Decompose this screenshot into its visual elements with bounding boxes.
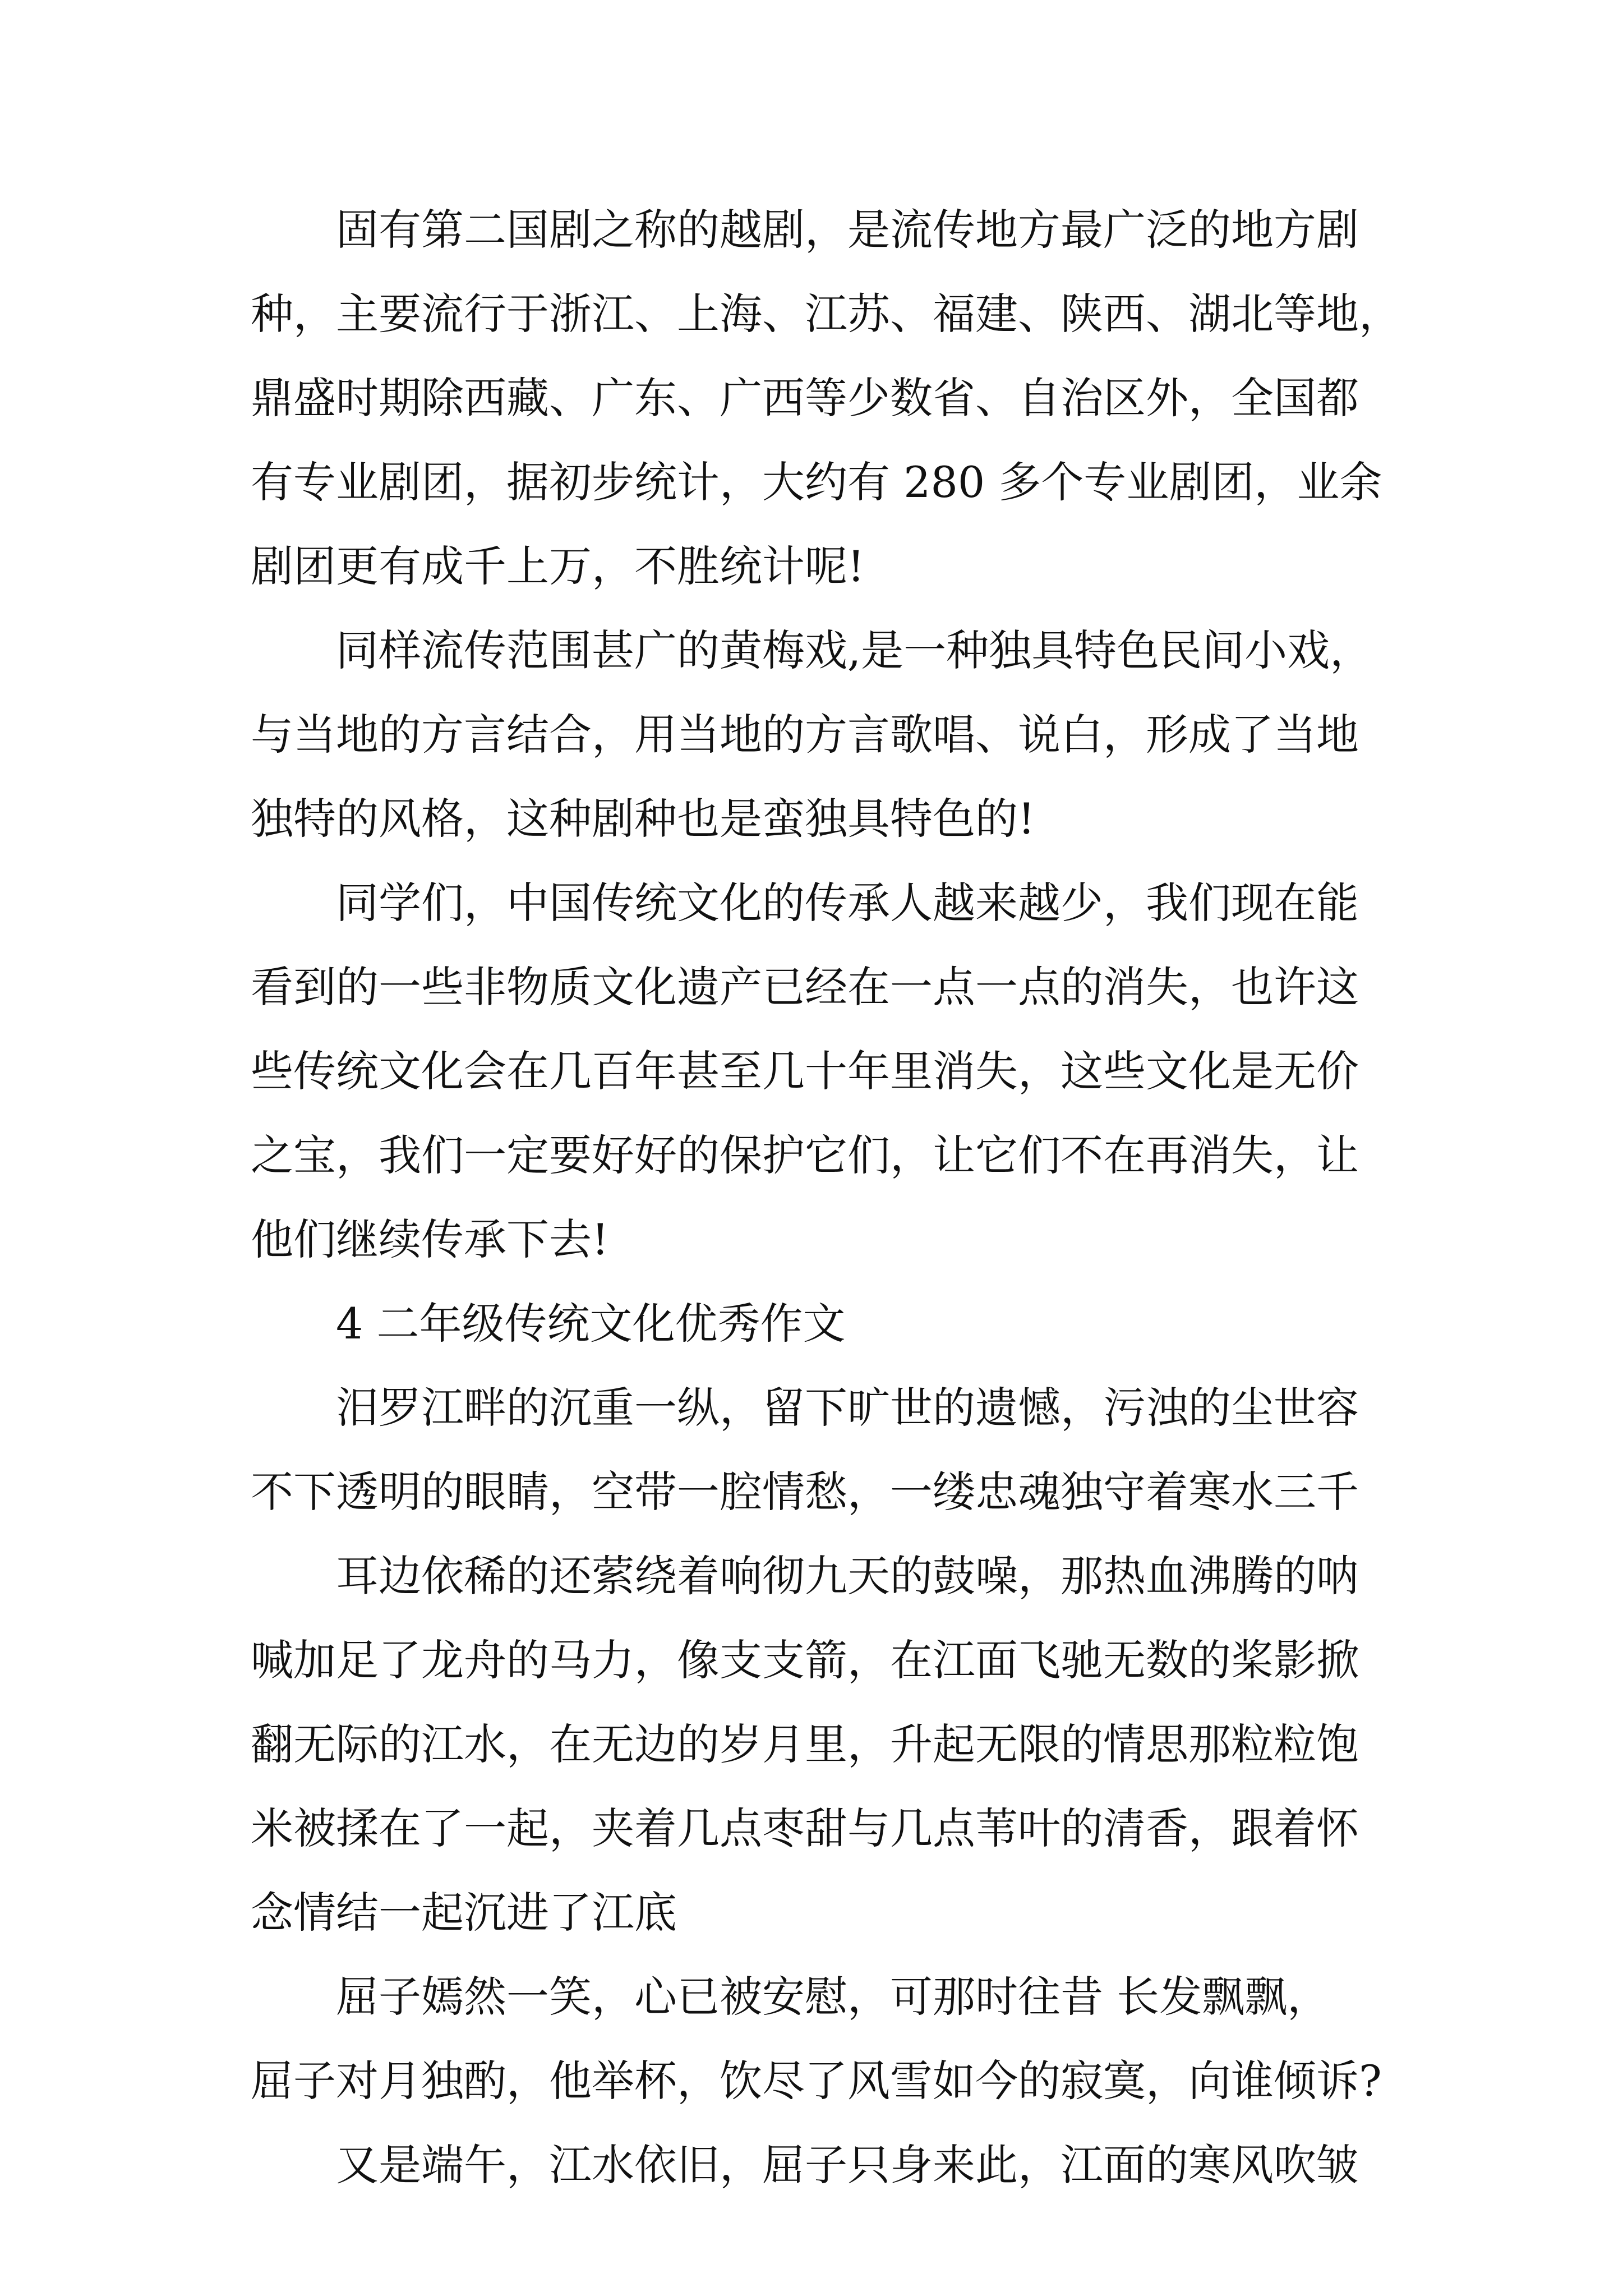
text-line: 念情结一起沉进了江底 [251, 1888, 677, 1938]
text-line: 屈子对月独酌，他举杯，饮尽了风雪如今的寂寞，向谁倾诉? [251, 2056, 1382, 2106]
text-line: 固有第二国剧之称的越剧，是流传地方最广泛的地方剧 [336, 205, 1359, 255]
section-heading: 4 二年级传统文化优秀作文 [336, 1299, 846, 1349]
text-line: 汨罗江畔的沉重一纵，留下旷世的遗憾，污浊的尘世容 [336, 1383, 1359, 1433]
text-line: 独特的风格，这种剧种也是蛮独具特色的! [251, 794, 1035, 844]
text-line: 有专业剧团，据初步统计，大约有 280 多个专业剧团，业余 [251, 457, 1382, 507]
text-line: 他们继续传承下去! [251, 1214, 609, 1264]
text-line: 种，主要流行于浙江、上海、江苏、福建、陕西、湖北等地， [251, 289, 1401, 339]
text-line: 屈子嫣然一笑，心已被安慰，可那时往昔 长发飘飘， [336, 1972, 1330, 2022]
text-line: 米被揉在了一起，夹着几点枣甜与几点苇叶的清香，跟着怀 [251, 1803, 1359, 1853]
text-line: 之宝，我们一定要好好的保护它们，让它们不在再消失，让 [251, 1130, 1359, 1180]
text-line: 些传统文化会在几百年甚至几十年里消失，这些文化是无价 [251, 1046, 1359, 1096]
text-line: 喊加足了龙舟的马力，像支支箭，在江面飞驰无数的桨影掀 [251, 1635, 1359, 1685]
text-line: 耳边依稀的还萦绕着响彻九天的鼓噪，那热血沸腾的呐 [336, 1551, 1359, 1601]
text-line: 不下透明的眼睛，空带一腔情愁，一缕忠魂独守着寒水三千 [251, 1467, 1359, 1517]
text-line: 与当地的方言结合，用当地的方言歌唱、说白，形成了当地 [251, 710, 1359, 760]
text-line: 又是端午，江水依旧，屈子只身来此，江面的寒风吹皱 [336, 2140, 1359, 2190]
text-line: 同样流传范围甚广的黄梅戏,是一种独具特色民间小戏， [336, 625, 1373, 675]
text-line: 看到的一些非物质文化遗产已经在一点一点的消失，也许这 [251, 962, 1359, 1012]
text-line: 鼎盛时期除西藏、广东、广西等少数省、自治区外，全国都 [251, 373, 1359, 423]
text-line: 同学们，中国传统文化的传承人越来越少，我们现在能 [336, 878, 1359, 928]
text-line: 翻无际的江水，在无边的岁月里，升起无限的情思那粒粒饱 [251, 1719, 1359, 1769]
text-line: 剧团更有成千上万，不胜统计呢! [251, 541, 865, 591]
